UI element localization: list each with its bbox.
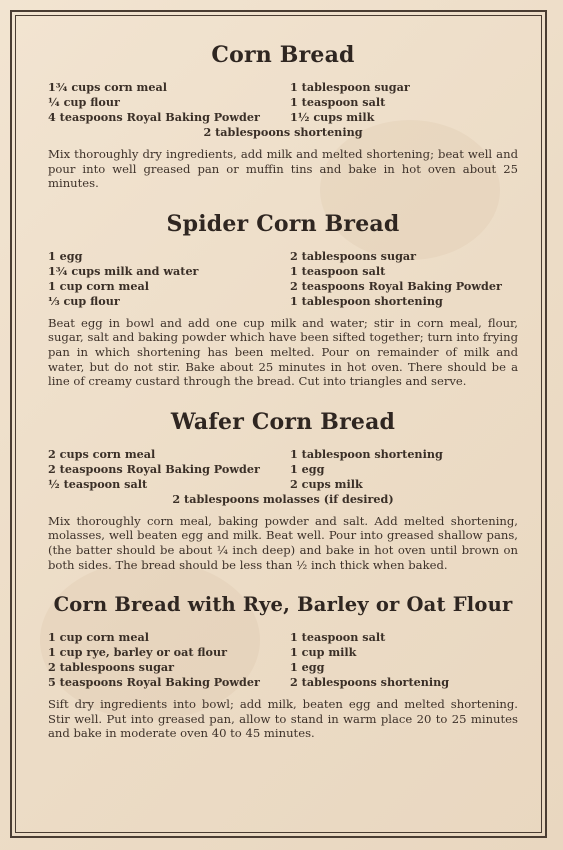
ingredient: 2 tablespoons sugar <box>290 248 417 263</box>
recipe-method: Beat egg in bowl and add one cup milk and water; stir in corn meal, flour, sugar, salt and baking powder which have been sifted together; turn into frying pan in which shortening has been melted. Pour on remainder of milk and water, but do not stir. Bake about 25 minutes in hot oven. There should be a line of creamy custard through the bread. Cut into triangles and serve. <box>48 315 518 389</box>
recipe-corn-bread-rye-barley-oat <box>48 590 518 741</box>
ingredient-list <box>48 80 518 140</box>
ingredient: ½ teaspoon salt <box>48 476 148 491</box>
ingredient: 2 cups milk <box>290 476 363 491</box>
ingredient: 1 tablespoon shortening <box>290 293 443 308</box>
ingredient: 1 egg <box>290 461 325 476</box>
ingredient-list <box>48 630 518 690</box>
ingredient: ¼ cup flour <box>48 95 120 109</box>
recipe-title: Corn Bread with Rye, Barley or Oat Flour <box>53 593 513 617</box>
ingredient: 2 teaspoons Royal Baking Powder <box>48 461 260 476</box>
ingredient: 1 teaspoon salt <box>290 95 386 109</box>
recipe-corn-bread <box>48 40 518 191</box>
ingredient: 2 tablespoons molasses (if desired) <box>172 491 394 506</box>
ingredient: 5 teaspoons Royal Baking Powder <box>48 675 260 690</box>
ingredient: 1 cup corn meal <box>48 630 149 645</box>
ingredient: 1 cup milk <box>290 645 357 660</box>
ingredient: 1 cup corn meal <box>48 278 149 293</box>
ingredient: 1 cup rye, barley or oat flour <box>48 645 228 660</box>
recipe-method: Mix thoroughly corn meal, baking powder and salt. Add melted shortening, molasses, well beaten egg and milk. Beat well. Pour into greased shallow pans, (the batter should be about ¼ inch deep) and bake in hot oven until brown on both sides. The bread should be less than ½ inch thick when baked. <box>48 513 518 572</box>
recipe-title: Spider Corn Bread <box>166 210 400 237</box>
ingredient: ⅓ cup flour <box>48 293 120 308</box>
recipe-method: Sift dry ingredients into bowl; add milk, beaten egg and melted shortening. Stir well. Put into greased pan, allow to stand in warm place 20 to 25 minutes and bake in moderate oven 40 to 45 minutes. <box>48 697 518 741</box>
recipe-title: Wafer Corn Bread <box>170 408 396 435</box>
ingredient: 1¾ cups corn meal <box>48 80 167 94</box>
ingredient: 1 tablespoon sugar <box>290 80 410 94</box>
ingredient-list <box>48 249 518 309</box>
ingredient: 1½ cups milk <box>290 110 375 124</box>
ingredient: 2 tablespoons shortening <box>203 125 363 139</box>
ingredient: 1 egg <box>290 660 325 675</box>
ingredient: 2 cups corn meal <box>48 446 156 461</box>
ingredient: 1 tablespoon shortening <box>290 446 443 461</box>
ingredient: 4 teaspoons Royal Baking Powder <box>48 110 260 124</box>
ingredient-list <box>48 447 518 507</box>
recipe-list <box>48 40 518 759</box>
recipe-spider-corn-bread <box>48 209 518 389</box>
ingredient: 1 egg <box>48 248 83 263</box>
ingredient: 2 tablespoons shortening <box>290 675 450 690</box>
ingredient: 1 teaspoon salt <box>290 263 386 278</box>
ingredient: 1 teaspoon salt <box>290 630 386 645</box>
recipe-wafer-corn-bread <box>48 407 518 572</box>
ingredient: 1¾ cups milk and water <box>48 263 199 278</box>
ingredient: 2 teaspoons Royal Baking Powder <box>290 278 502 293</box>
recipe-title: Corn Bread <box>211 42 355 68</box>
recipe-method: Mix thoroughly dry ingredients, add milk and melted shortening; beat well and pour into well greased pan or muffin tins and bake in hot oven about 25 minutes. <box>48 147 518 191</box>
ingredient: 2 tablespoons sugar <box>48 660 175 675</box>
